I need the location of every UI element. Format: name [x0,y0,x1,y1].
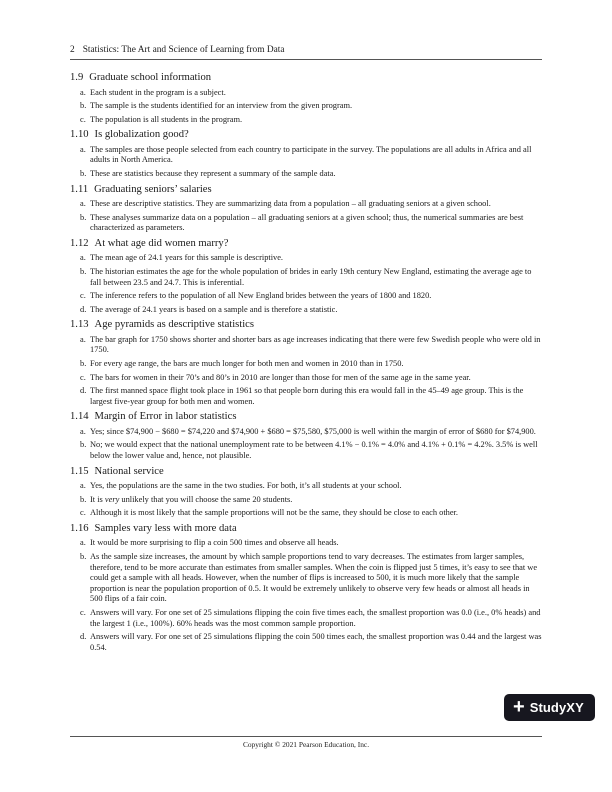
answer-item [70,508,542,519]
exercise-section [70,128,542,179]
answer-letter: b. [80,440,87,450]
exercise-title: Graduate school information [89,72,212,83]
answer-item [70,305,542,316]
exercise-section [70,318,542,407]
running-header [70,44,542,60]
answer-text: The bars for women in their 70’s and 80’s in 2010 are longer than those for men of the same age in the same year. [90,372,471,382]
answer-item [70,88,542,99]
answer-text: The first manned space flight took place in 1961 so that people born during this era would fall in the 45–49 age group. This is the largest five-year group for both men and women. [90,386,524,406]
answer-letter: c. [80,291,86,301]
answer-item [70,115,542,126]
answer-letter: d. [80,386,87,396]
answer-text: Although it is most likely that the sample proportions will not be the same, they should be close to each other. [90,508,458,518]
answer-letter: a. [80,253,86,263]
answer-text-part: It is [90,494,105,504]
copyright-notice: Copyright © 2021 Pearson Education, Inc. [242,740,370,749]
answer-letter: c. [80,114,86,124]
answer-item [70,253,542,264]
answer-letter: a. [80,481,86,491]
exercise-section [70,237,542,315]
answer-text: Yes, the populations are the same in the two studies. For both, it’s all students at your school. [90,481,402,491]
plus-icon: + [513,695,525,718]
answer-letter: a. [80,334,86,344]
answer-text: Answers will vary. For one set of 25 simulations flipping the coin five times each, the smallest proportion was 0.0 (i.e., 0% heads) and the largest 1 (i.e., 100%). 60% heads was the most common sample proportion. [90,608,541,628]
answer-letter: c. [80,372,86,382]
answer-text: These are descriptive statistics. They are summarizing data from a population – all graduating seniors at a given school. [90,199,491,209]
answer-letter: b. [80,266,87,276]
answer-item [70,608,542,629]
answer-item [70,199,542,210]
answer-letter: b. [80,101,87,111]
exercise-heading [70,128,542,142]
exercise-heading [70,237,542,251]
exercise-number: 1.12 [70,237,89,249]
answer-text: These analyses summarize data on a population – all graduating seniors at a given school; thus, the numerical summaries are best characterized as parameters. [90,212,524,233]
answer-text: Yes; since $74,900 − $680 = $74,220 and $74,900 + $680 = $75,580, $75,000 is well within the margin of error of $680 for $74,900. [90,426,536,436]
answer-item [70,145,542,166]
answer-text-part: unlikely that you will choose the same 20 students. [119,494,293,504]
answer-item [70,495,542,506]
answer-item [70,359,542,370]
exercise-number: 1.15 [70,465,89,477]
answer-text: The mean age of 24.1 years for this sample is descriptive. [90,253,284,263]
exercise-section [70,465,542,519]
exercise-number: 1.10 [70,129,89,141]
exercise-number: 1.16 [70,522,89,534]
exercise-title: Graduating seniors’ salaries [94,183,212,195]
answer-text: Answers will vary. For one set of 25 simulations flipping the coin 500 times each, the smallest proportion was 0.44 and the largest was 0.54. [90,632,542,652]
answer-letter: a. [80,538,86,548]
answer-letter: a. [80,87,86,97]
answer-item [70,386,542,407]
page-footer [70,736,542,749]
exercise-title: Margin of Error in labor statistics [94,411,237,423]
answer-item [70,291,542,302]
answer-letter: b. [80,212,87,222]
book-title: Statistics: The Art and Science of Learning from Data [82,45,285,55]
answer-text: The historian estimates the age for the whole population of brides in early 19th century New England, estimating the average age to fall between 23.5 and 24.7. This is inferential. [90,266,532,287]
answer-letter: a. [80,426,86,436]
exercise-section [70,183,542,234]
answer-text: The average of 24.1 years is based on a sample and is therefore a statistic. [90,304,338,314]
solutions-content [70,71,542,656]
answer-item [70,632,542,653]
exercise-section [70,71,542,125]
exercise-title: Is globalization good? [94,129,189,141]
answer-letter: c. [80,508,86,518]
studyxy-badge[interactable] [504,694,595,721]
answer-text: For every age range, the bars are much longer for both men and women in 2010 than in 1750. [90,359,404,368]
answer-letter: b. [80,168,87,178]
answer-item [70,335,542,356]
answer-text: As the sample size increases, the amount by which sample proportions tend to vary decreases. The estimates from larger samples, therefore, tend to be more accurate than estimates from smaller samples. When the coin is flipped just 5 times, it’s easy to see that we could get a sample with all heads. However, when the number of flips is increased to 500, it is much more likely that the sample proportion is near the population proportion of 0.5. It would be extremely unlikely to observe very few heads or almost all heads in 500 flips of a fair coin. [90,552,538,604]
answer-letter: b. [80,359,87,368]
answer-letter: a. [80,199,86,209]
answer-item [70,267,542,288]
answer-item [70,101,542,112]
answer-text: It would be more surprising to flip a coin 500 times and observe all heads. [90,538,339,548]
answer-text: These are statistics because they represent a summary of the sample data. [90,168,336,178]
answer-item [70,440,542,461]
exercise-heading [70,318,542,332]
answer-letter: b. [80,552,87,562]
exercise-heading [70,71,542,85]
answer-text: Each student in the program is a subject. [90,87,226,97]
exercise-heading [70,410,542,424]
answer-letter: c. [80,608,86,617]
answer-item [70,213,542,234]
answer-text: No; we would expect that the national unemployment rate to be between 4.1% − 0.1% = 4.0% and 4.1% + 0.1% = 4.2%. 3.5% is well below the lower value and, hence, not plausible. [90,440,538,461]
answer-text: The bar graph for 1750 shows shorter and shorter bars as age increases indicating that there were few Swedish people who were old in 1750. [90,334,541,355]
answer-item [70,427,542,438]
page-number: 2 [70,45,75,55]
exercise-title: National service [94,465,164,477]
answer-item [70,169,542,180]
answer-text: The population is all students in the program. [90,114,243,124]
answer-text: The sample is the students identified for an interview from the given program. [90,101,353,111]
answer-item [70,552,542,605]
exercise-heading [70,183,542,197]
answer-emphasis: very [104,494,120,504]
answer-letter: d. [80,632,87,642]
exercise-number: 1.9 [70,72,84,83]
exercise-title: Samples vary less with more data [94,522,237,534]
exercise-number: 1.11 [70,183,89,195]
answer-item [70,481,542,492]
exercise-number: 1.13 [70,319,89,331]
exercise-title: At what age did women marry? [94,237,229,249]
studyxy-brand: StudyXY [529,700,584,715]
answer-text: The samples are those people selected from each country to participate in the survey. The populations are all adults in Africa and all adults in North America. [90,144,532,165]
answer-letter: d. [80,304,87,314]
answer-item [70,373,542,384]
answer-text [90,495,542,506]
exercise-section [70,410,542,461]
exercise-section [70,522,542,653]
answer-item [70,538,542,549]
answer-letter: b. [80,494,87,504]
exercise-title: Age pyramids as descriptive statistics [94,319,255,331]
answer-letter: a. [80,144,86,154]
exercise-number: 1.14 [70,411,89,423]
exercise-heading [70,465,542,479]
exercise-heading [70,522,542,536]
answer-text: The inference refers to the population of all New England brides between the years of 1800 and 1820. [90,291,432,301]
